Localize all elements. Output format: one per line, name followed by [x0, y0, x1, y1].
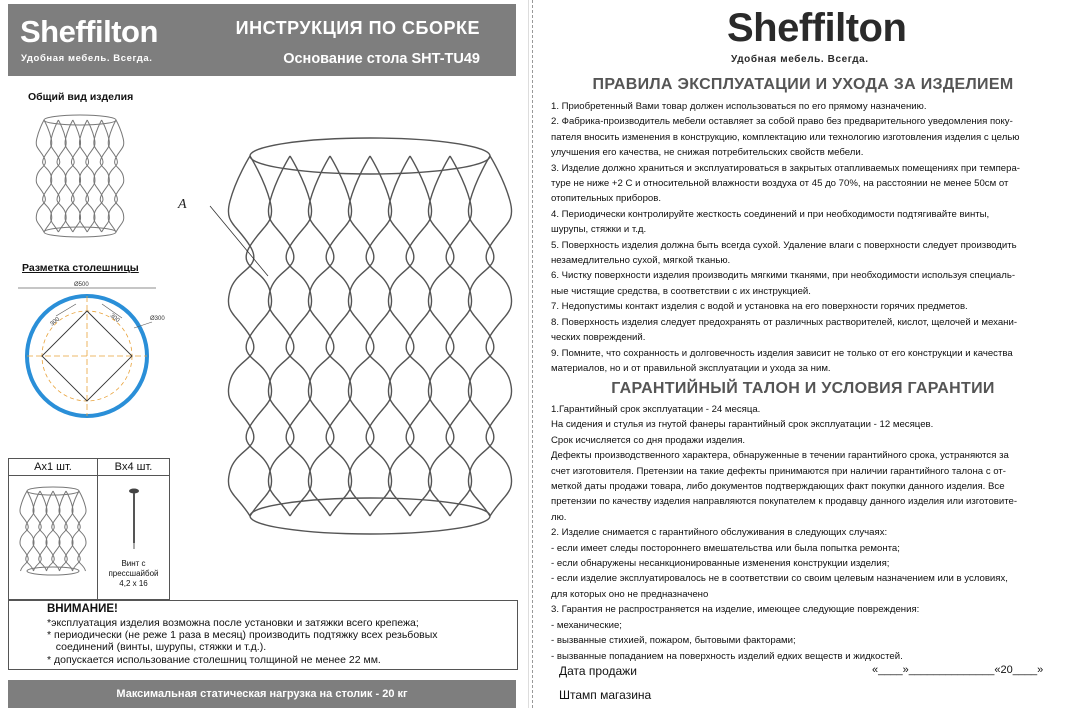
- warranty-line: 3. Гарантия не распространяется на изделие, имеющее следующие повреждения:: [551, 604, 920, 616]
- warranty-line: - если имеет следы постороннего вмешательства или была попытка ремонта;: [551, 542, 900, 554]
- warranty-line: - если изделие эксплуатировалось не в соответствии со своим целевым назначением или в условиях,: [551, 573, 1008, 585]
- parts-table: [8, 458, 170, 600]
- warranty-line: лю.: [551, 511, 567, 523]
- store-stamp-label: Штамп магазина: [559, 688, 652, 702]
- rules-line: незамедлительно сухой, мягкой тканью.: [551, 255, 731, 267]
- warranty-line: На сидения и стулья из гнутой фанеры гарантийный срок эксплуатации - 12 месяцев.: [551, 419, 934, 431]
- part-a-image: [23, 485, 83, 577]
- callout-a: A: [178, 197, 187, 212]
- screw-caption-line2: 4,2 x 16: [119, 579, 148, 588]
- rules-line: ческих повреждений.: [551, 332, 646, 344]
- page-title: ИНСТРУКЦИЯ ПО СБОРКЕ: [235, 18, 480, 38]
- rules-line: ные чистящие средства, в соответствии с их инструкцией.: [551, 285, 811, 297]
- rules-line: 6. Чистку поверхности изделия производить мягкими тканями, при необходимости используя специаль-: [551, 270, 1016, 282]
- product-subtitle: Основание стола SHT-TU49: [283, 51, 480, 67]
- part-b-cell: [98, 459, 169, 599]
- care-warranty-page: [537, 0, 1069, 708]
- rules-line: улучшения его качества, не снижая потребительских свойств мебели.: [551, 147, 864, 159]
- dimension-a: 300: [49, 316, 61, 328]
- warning-line: * периодически (не реже 1 раза в месяц) производить подтяжку всех резьбовых: [47, 629, 438, 641]
- rules-line: пателя вносить изменения в конструкцию, комплектацию или технологию изготовления изделия с целью: [551, 131, 1020, 143]
- diameter-dimension: Ø500: [74, 282, 89, 288]
- brand-tagline: Удобная мебель. Всегда.: [21, 53, 153, 64]
- rules-list: [551, 99, 1061, 376]
- assembly-header: [8, 4, 516, 76]
- screw-caption: [98, 559, 169, 589]
- tabletop-marking-label: Разметка столешницы: [22, 262, 139, 274]
- dimension-b: 300: [108, 312, 121, 324]
- tabletop-marking-diagram: [12, 276, 165, 426]
- sale-date-label: Дата продажи: [559, 664, 637, 678]
- warranty-line: Срок исчисляется со дня продажи изделия.: [551, 434, 746, 446]
- warning-line: *эксплуатация изделия возможна после установки и затяжки всего крепежа;: [47, 617, 419, 629]
- warranty-line: - если обнаружены несанкционированные изменения конструкции изделия;: [551, 558, 890, 570]
- warning-line: соединений (винты, шурупы, стяжки и т.д.).: [47, 641, 267, 653]
- rules-line: 9. Помните, что сохранность и долговечность изделия зависит не только от его конструкции и качества: [551, 347, 1013, 359]
- warranty-line: - вызванные стихией, пожаром, бытовыми факторами;: [551, 635, 796, 647]
- screw-caption-line1: Винт с прессшайбой: [108, 559, 159, 578]
- screw-icon: [124, 487, 144, 553]
- part-a-header: Ax1 шт.: [9, 459, 97, 476]
- warranty-line: Дефекты производственного характера, обнаруженные в течении гарантийного срока, устраняются за: [551, 450, 1009, 462]
- warning-line: * допускается использование столешниц толщиной не менее 22 мм.: [47, 654, 381, 666]
- rules-line: 3. Изделие должно храниться и эксплуатироваться в закрытых отапливаемых помещениях при темпера-: [551, 162, 1021, 174]
- sale-date-field[interactable]: «____»______________«20____»: [872, 664, 1044, 676]
- assembly-page: [0, 0, 529, 708]
- dimension-c: Ø300: [150, 316, 165, 322]
- rules-line: 4. Периодически контролируйте жесткость соединений и при необходимости подтягивайте винты,: [551, 208, 990, 220]
- warranty-title: ГАРАНТИЙНЫЙ ТАЛОН И УСЛОВИЯ ГАРАНТИИ: [611, 380, 995, 397]
- warranty-list: [551, 402, 1061, 664]
- warranty-line: счет изготовителя. Претензии на такие дефекты принимаются при наличии гарантийного талона с от-: [551, 465, 1006, 477]
- warranty-line: 1.Гарантийный срок эксплуатации - 24 месяца.: [551, 404, 761, 415]
- part-b-header: Bx4 шт.: [98, 459, 169, 476]
- product-thumbnail: [36, 112, 126, 242]
- warranty-line: - вызванные попаданием на поверхность изделий едких веществ и жидкостей.: [551, 650, 903, 662]
- max-load-footer: Максимальная статическая нагрузка на столик - 20 кг: [8, 680, 516, 708]
- warranty-line: - механические;: [551, 619, 622, 631]
- rules-line: шурупы, стяжки и т.д.: [551, 224, 647, 236]
- page-divider: [532, 0, 533, 708]
- warranty-line: претензии по качеству изделия направляются покупателем к продавцу данного изделия или изготовите-: [551, 496, 1018, 508]
- warning-title: ВНИМАНИЕ!: [47, 603, 118, 615]
- rules-title: ПРАВИЛА ЭКСПЛУАТАЦИИ И УХОДА ЗА ИЗДЕЛИЕМ: [592, 76, 1014, 93]
- rules-line: отопительных приборов.: [551, 193, 662, 205]
- rules-line: материалов, но и от правильной эксплуатации и ухода за ним.: [551, 362, 831, 374]
- warranty-line: для которых оно не предназначено: [551, 588, 709, 600]
- brand-tagline: Удобная мебель. Всегда.: [731, 54, 869, 65]
- warranty-line: 2. Изделие снимается с гарантийного обслуживания в следующих случаях:: [551, 527, 888, 539]
- general-view-label: Общий вид изделия: [28, 91, 134, 103]
- brand-logo: Sheffilton: [20, 14, 158, 49]
- rules-line: 1. Приобретенный Вами товар должен использоваться по его прямому назначению.: [551, 101, 927, 112]
- assembly-drawing: [170, 126, 510, 556]
- rules-line: 8. Поверхность изделия следует предохранять от различных растворителей, кислот, щелочей и механи-: [551, 316, 1018, 328]
- part-a-cell: [9, 459, 98, 599]
- warning-box: [8, 600, 518, 670]
- rules-line: 2. Фабрика-производитель мебели оставляет за собой право без предварительного уведомления поку-: [551, 116, 1013, 128]
- rules-line: 7. Недопустимы контакт изделия с водой и установка на его поверхности горячих предметов.: [551, 301, 968, 313]
- warranty-line: меткой даты продажи товара, либо документов подтверждающих факт покупки данного изделия. Все: [551, 481, 1005, 493]
- brand-logo: Sheffilton: [727, 6, 907, 50]
- rules-line: туре не ниже +2 С и относительной влажности воздуха от 45 до 70%, на расстоянии не менее 50см от: [551, 178, 1009, 190]
- rules-line: 5. Поверхность изделия должна быть всегда сухой. Удаление влаги с поверхности следует производить: [551, 239, 1017, 251]
